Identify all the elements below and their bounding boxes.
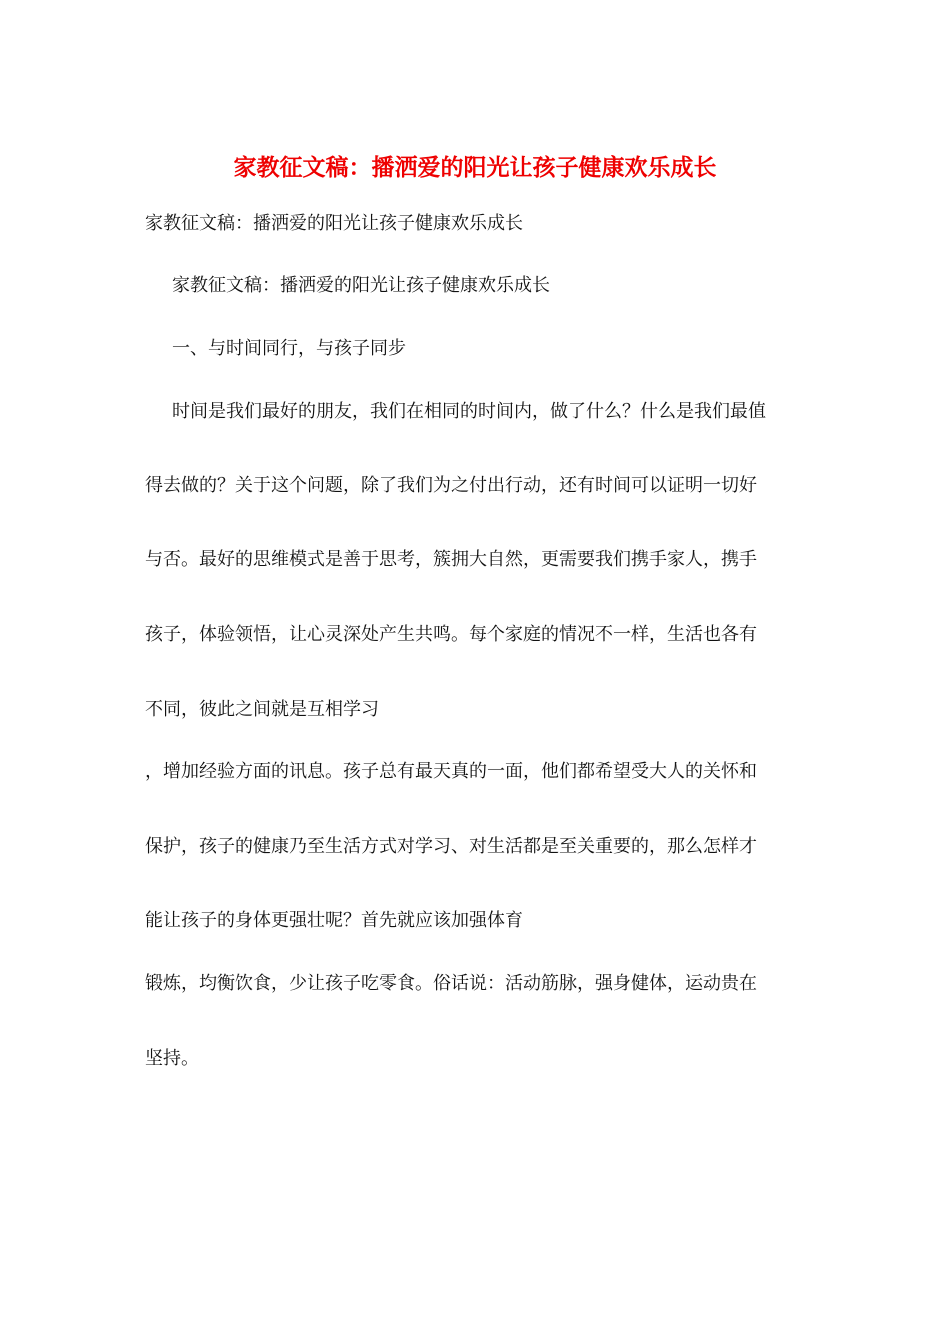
body-line: 能让孩子的身体更强壮呢？首先就应该加强体育 bbox=[145, 910, 523, 931]
body-line: 锻炼，均衡饮食，少让孩子吃零食。俗话说：活动筋脉，强身健体，运动贵在 bbox=[145, 973, 757, 994]
section-heading: 一、与时间同行，与孩子同步 bbox=[172, 338, 406, 359]
body-line: 保护，孩子的健康乃至生活方式对学习、对生活都是至关重要的，那么怎样才 bbox=[145, 836, 757, 857]
body-line: 与否。最好的思维模式是善于思考，簇拥大自然，更需要我们携手家人，携手 bbox=[145, 549, 757, 570]
body-line: 坚持。 bbox=[145, 1048, 199, 1069]
heading-repeat: 家教征文稿：播洒爱的阳光让孩子健康欢乐成长 bbox=[172, 275, 550, 296]
document-subtitle: 家教征文稿：播洒爱的阳光让孩子健康欢乐成长 bbox=[145, 213, 523, 234]
body-line: 孩子，体验领悟，让心灵深处产生共鸣。每个家庭的情况不一样，生活也各有 bbox=[145, 624, 757, 645]
body-line: 时间是我们最好的朋友，我们在相同的时间内，做了什么？什么是我们最值 bbox=[172, 401, 766, 422]
body-line: 不同，彼此之间就是互相学习 bbox=[145, 699, 379, 720]
body-line: ，增加经验方面的讯息。孩子总有最天真的一面，他们都希望受大人的关怀和 bbox=[145, 761, 757, 782]
body-line: 得去做的？关于这个问题，除了我们为之付出行动，还有时间可以证明一切好 bbox=[145, 475, 757, 496]
document-title: 家教征文稿：播洒爱的阳光让孩子健康欢乐成长 bbox=[233, 154, 717, 181]
